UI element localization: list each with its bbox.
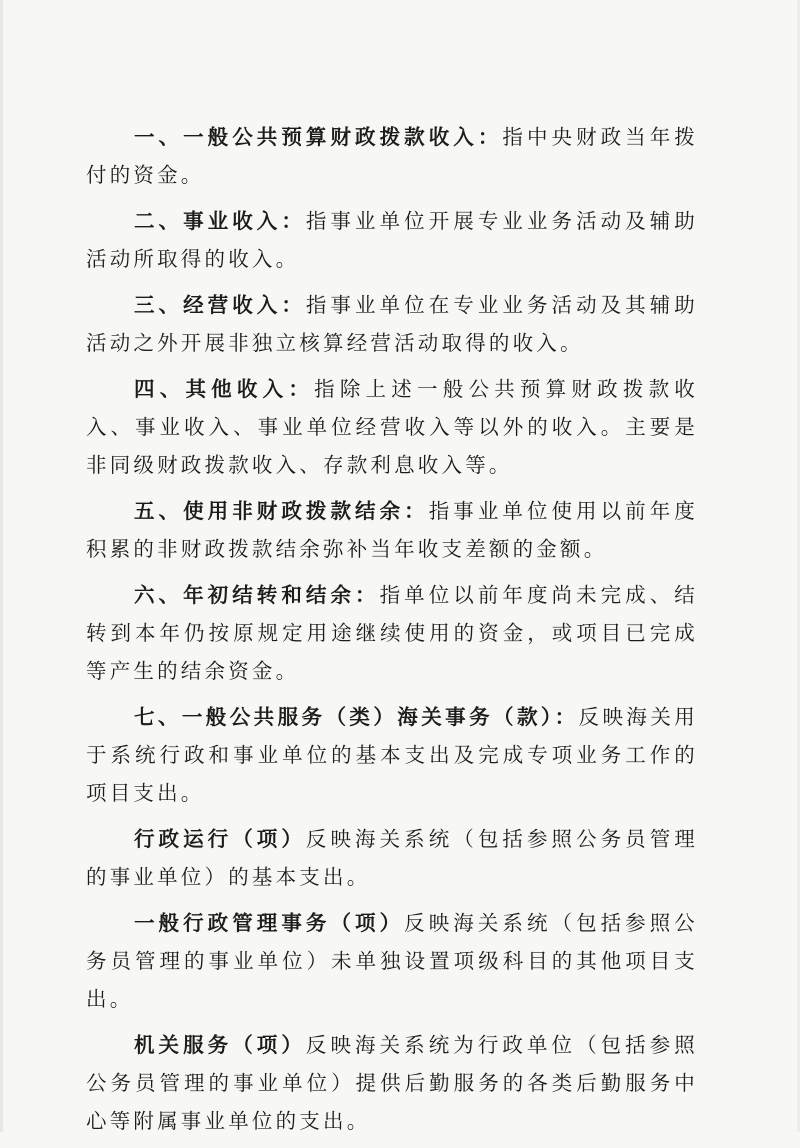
scan-edge-left	[0, 0, 3, 1132]
definition-text: 反映海关用于系统行政和事业单位的基本支出及完成专项业务工作的项目支出。	[86, 705, 698, 805]
paragraph-operating-income	[86, 286, 698, 362]
term-label: 五、使用非财政拨款结余：	[134, 499, 429, 523]
definition-text: 指事业单位开展专业业务活动及辅助活动所取得的收入。	[86, 209, 699, 271]
definition-text: 反映海关系统（包括参照公务员管理的事业单位）未单独设置项级科目的其他项目支出。	[86, 911, 699, 1011]
term-label: 三、经营收入：	[134, 293, 306, 317]
definition-text: 指单位以前年度尚未完成、结转到本年仍按原规定用途继续使用的资金，或项目已完成等产生的结余资金。	[86, 583, 698, 683]
paragraph-non-fiscal-balance	[86, 492, 698, 568]
paragraph-business-income	[86, 202, 698, 278]
document-body	[86, 118, 698, 1148]
paragraph-agency-services	[86, 1026, 698, 1140]
paragraph-carryover-balance	[86, 576, 698, 690]
paragraph-other-income	[86, 370, 698, 484]
term-label: 一般行政管理事务（项）	[134, 911, 405, 935]
paragraph-general-budget-income	[86, 118, 698, 194]
term-label: 机关服务（项）	[134, 1033, 306, 1057]
definition-text: 反映海关系统为行政单位（包括参照公务员管理的事业单位）提供后勤服务的各类后勤服务中心等附属事业单位的支出。	[86, 1033, 699, 1133]
definition-text: 指除上述一般公共预算财政拨款收入、事业收入、事业单位经营收入等以外的收入。主要是非同级财政拨款收入、存款利息收入等。	[86, 377, 699, 477]
term-label: 四、其他收入：	[134, 377, 315, 401]
definition-text: 反映海关系统（包括参照公务员管理的事业单位）的基本支出。	[86, 827, 699, 889]
term-label: 一、一般公共预算财政拨款收入：	[134, 125, 503, 149]
definition-text: 指中央财政当年拨付的资金。	[86, 125, 699, 187]
term-label: 行政运行（项）	[134, 827, 306, 851]
paragraph-customs-affairs	[86, 698, 698, 812]
definition-text: 指事业单位在专业业务活动及其辅助活动之外开展非独立核算经营活动取得的收入。	[86, 293, 699, 355]
term-label: 六、年初结转和结余：	[134, 583, 380, 607]
definition-text: 指事业单位使用以前年度积累的非财政拨款结余弥补当年收支差额的金额。	[86, 499, 698, 561]
term-label: 二、事业收入：	[134, 209, 306, 233]
paragraph-general-administration	[86, 904, 698, 1018]
paragraph-administrative-operation	[86, 820, 698, 896]
term-label: 七、一般公共服务（类）海关事务（款）：	[134, 705, 579, 729]
